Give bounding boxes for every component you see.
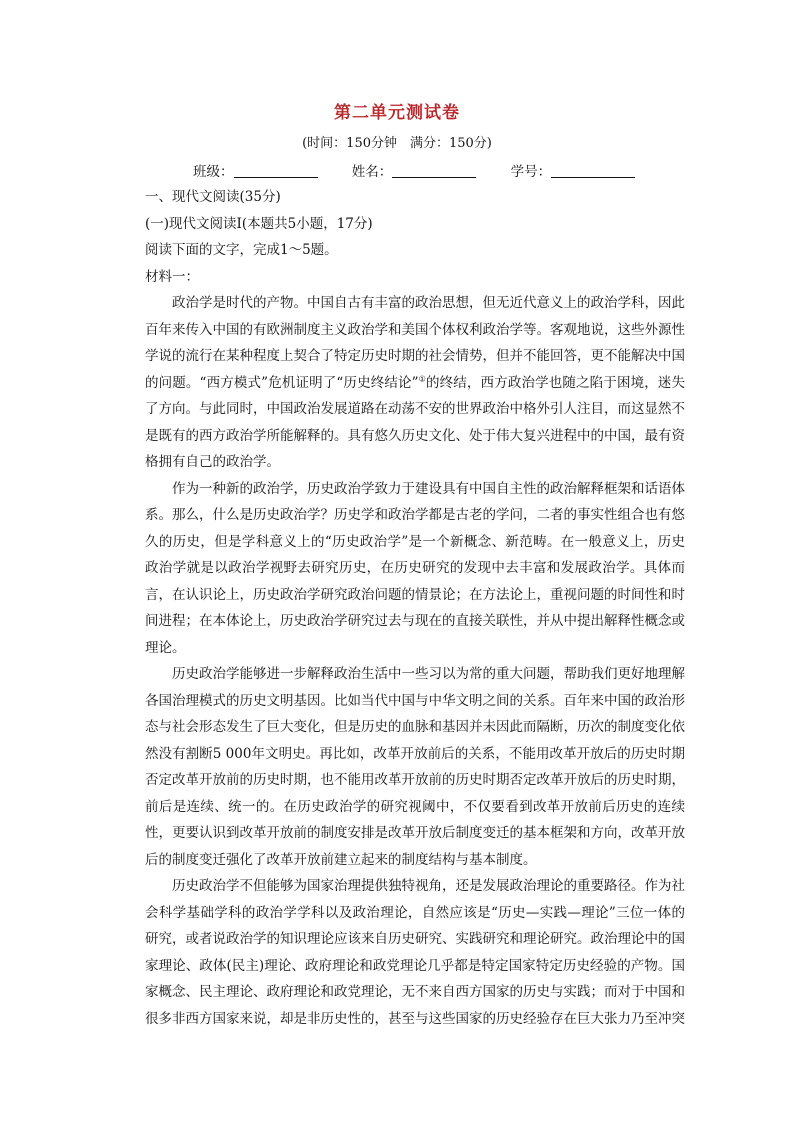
paragraph-1-part-a: 政治学是时代的产物。中国自古有丰富的政治思想，但无近代意义上的政治学科，因此百年来传入中国的有欧洲制度主义政治学和美国个体权利政治学等。客观地说，这些外源性学说的流行在某种程度上契合了特定历史时期的社会情势，但并不能回答，更不能解决中国的问题。“西方模式”危机证明了“历史终结论”	[145, 295, 685, 391]
subsection-heading: (一)现代文阅读Ⅰ(本题共5小题，17分)	[145, 215, 373, 232]
paragraph-4: 历史政治学不但能够为国家治理提供独特视角，还是发展政治理论的重要路径。作为社会科学基础学科的政治学学科以及政治理论，自然应该是“历史—实践—理论”三位一体的研究，或者说政治学的知识理论应该来自历史研究、实践研究和理论研究。政治理论中的国家理论、政体(民主)理论、政府理论和政党理论几乎都是特定国家特定历史经验的产物。国家概念、民主理论、政府理论和政党理论，无不来自西方国家的历史与实践；而对于中国和很多非西方国家来说，却是非历史性的，甚至与这些国家的历史经验存在巨大张力乃至冲突	[145, 878, 685, 1027]
id-label: 学号：	[510, 164, 552, 180]
document-body	[145, 184, 685, 1032]
name-field	[352, 160, 477, 180]
paragraph-1-part-b: 的终结，西方政治学也随之陷于困境，迷失了方向。与此同时，中国政治发展道路在动荡不安的世界政治中格外引人注目，而这显然不是既有的西方政治学所能解释的。具有悠久历史文化、处于伟大复兴进程中的中国，最有资格拥有自己的政治学。	[145, 374, 686, 470]
student-info-row	[193, 160, 665, 180]
class-field	[193, 160, 318, 180]
footnote-marker: ①	[418, 374, 426, 383]
name-blank	[392, 163, 476, 178]
reading-instruction: 阅读下面的文字，完成1～5题。	[145, 242, 338, 258]
exam-time-score: (时间：150分钟 满分：150分)	[302, 136, 492, 151]
id-field	[511, 160, 636, 180]
material-label: 材料一：	[145, 268, 199, 285]
section-heading: 一、现代文阅读(35分)	[145, 189, 281, 205]
class-label: 班级：	[193, 164, 234, 180]
class-blank	[234, 163, 318, 178]
page-title: 第二单元测试卷	[334, 103, 460, 123]
name-label: 姓名：	[351, 164, 393, 180]
paragraph-2: 作为一种新的政治学，历史政治学致力于建设具有中国自主性的政治解释框架和话语体系。那么，什么是历史政治学？历史学和政治学都是古老的学问，二者的事实性组合也有悠久的历史，但是学科意义上的“历史政治学”是一个新概念、新范畴。在一般意义上，历史政治学就是以政治学视野去研究历史，在历史研究的发现中去丰富和发展政治学。具体而言，在认识论上，历史政治学研究政治问题的情景论；在方法论上，重视问题的时间性和时间进程；在本体论上，历史政治学研究过去与现在的直接关联性，并从中提出解释性概念或理论。	[145, 480, 685, 656]
paragraph-3: 历史政治学能够进一步解释政治生活中一些习以为常的重大问题，帮助我们更好地理解各国治理模式的历史文明基因。比如当代中国与中华文明之间的关系。百年来中国的政治形态与社会形态发生了巨大变化，但是历史的血脉和基因并未因此而隔断，历次的制度变化依然没有割断5 000年文明史。再比如，改革开放前后的关系，不能用改革开放后的历史时期否定改革开放前的历史时期，也不能用改革开放前的历史时期否定改革开放后的历史时期，前后是连续、统一的。在历史政治学的研究视阈中，不仅要看到改革开放前后历史的连续性，更要认识到改革开放前的制度安排是改革开放后制度变迁的基本框架和方向，改革开放后的制度变迁强化了改革开放前建立起来的制度结构与基本制度。	[145, 666, 685, 868]
paragraph-1	[145, 290, 685, 476]
id-blank	[551, 163, 635, 178]
